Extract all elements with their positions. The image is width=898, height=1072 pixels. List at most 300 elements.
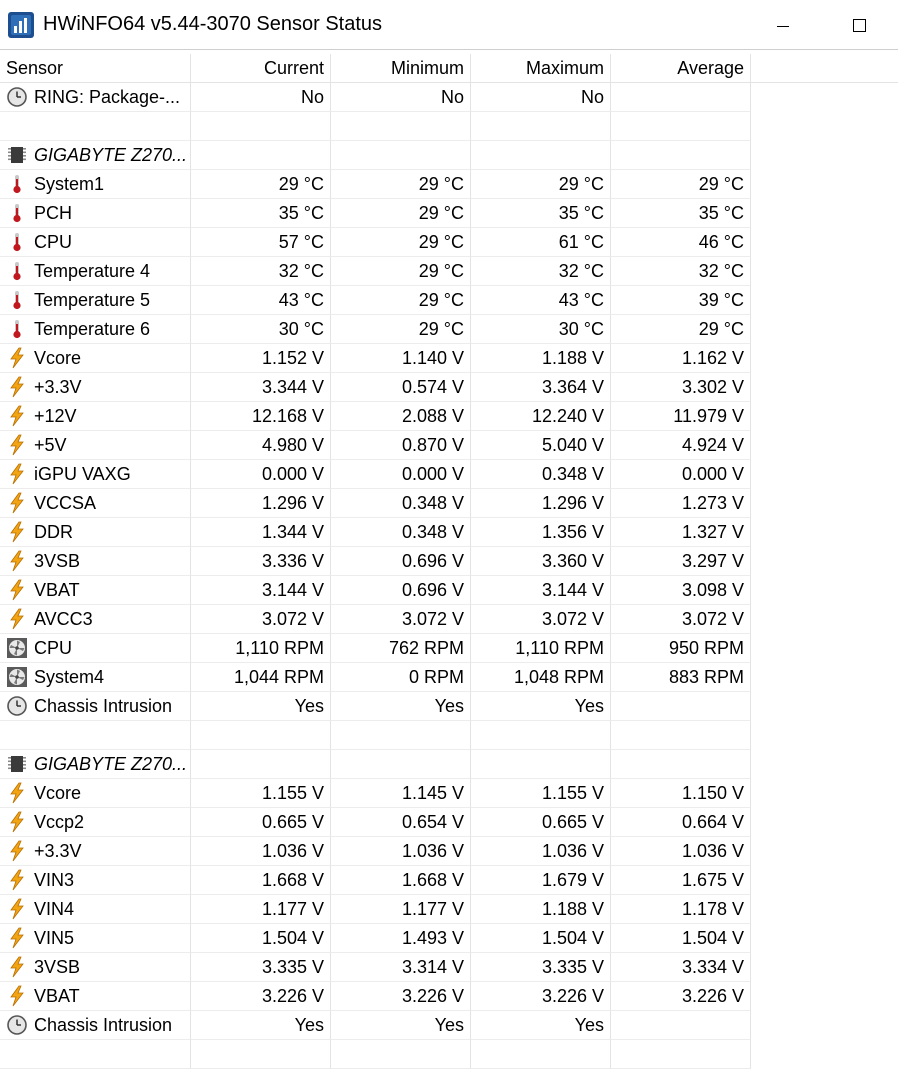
sensor-label: PCH (34, 202, 73, 223)
lightning-icon (6, 521, 28, 543)
minimum-value: 3.226 V (331, 982, 471, 1011)
sensor-row[interactable] (0, 924, 898, 953)
sensor-label: Vccp2 (34, 811, 85, 832)
lightning-icon (6, 347, 28, 369)
minimum-value: 0.000 V (331, 460, 471, 489)
sensor-name-cell (0, 460, 191, 489)
current-value: 1,110 RPM (191, 634, 331, 663)
current-value: 35 °C (191, 199, 331, 228)
maximum-value: 1.296 V (471, 489, 611, 518)
average-value: 950 RPM (611, 634, 751, 663)
sensor-label: +12V (34, 405, 77, 426)
fan-icon (6, 666, 28, 688)
sensor-label: VIN3 (34, 869, 75, 890)
sensor-name-cell (0, 953, 191, 982)
row-filler (751, 83, 898, 112)
maximum-value: 43 °C (471, 286, 611, 315)
sensor-label: CPU (34, 637, 73, 658)
current-value: 1.155 V (191, 779, 331, 808)
thermometer-icon (6, 231, 28, 253)
sensor-label: Chassis Intrusion (34, 1014, 173, 1035)
sensor-label: +3.3V (34, 376, 82, 397)
sensor-name-cell (0, 866, 191, 895)
current-value: 0.665 V (191, 808, 331, 837)
window-title: HWiNFO64 v5.44-3070 Sensor Status (43, 13, 383, 35)
sensor-row[interactable] (0, 576, 898, 605)
current-value: 3.144 V (191, 576, 331, 605)
row-filler (751, 315, 898, 344)
row-filler (751, 431, 898, 460)
maximum-value: 1,048 RPM (471, 663, 611, 692)
minimum-value: 0.348 V (331, 489, 471, 518)
sensor-row[interactable] (0, 634, 898, 663)
lightning-icon (6, 376, 28, 398)
sensor-row[interactable] (0, 895, 898, 924)
sensor-name-cell (0, 141, 191, 170)
sensor-name-cell (0, 402, 191, 431)
sensor-row[interactable] (0, 953, 898, 982)
row-filler (751, 895, 898, 924)
lightning-icon (6, 608, 28, 630)
average-value: 29 °C (611, 315, 751, 344)
current-value (191, 750, 331, 779)
sensor-label: CPU (34, 231, 73, 252)
sensor-name-cell (0, 692, 191, 721)
sensor-name-cell (0, 373, 191, 402)
average-value: 32 °C (611, 257, 751, 286)
row-filler (751, 779, 898, 808)
current-value: 43 °C (191, 286, 331, 315)
maximum-value: Yes (471, 1011, 611, 1040)
average-value: 3.334 V (611, 953, 751, 982)
thermometer-icon (6, 260, 28, 282)
current-value: 4.980 V (191, 431, 331, 460)
lightning-icon (6, 956, 28, 978)
row-filler (751, 489, 898, 518)
maximum-value: 1.036 V (471, 837, 611, 866)
current-value: 3.072 V (191, 605, 331, 634)
group-label: GIGABYTE Z270... (34, 753, 188, 774)
clock-icon (6, 695, 28, 717)
minimum-value (331, 141, 471, 170)
minimum-value (331, 1040, 471, 1069)
sensor-name-cell (0, 634, 191, 663)
sensor-name-cell (0, 170, 191, 199)
column-header-average[interactable]: Average (611, 54, 751, 83)
sensor-row[interactable] (0, 605, 898, 634)
minimum-value: 29 °C (331, 199, 471, 228)
maximum-value (471, 750, 611, 779)
average-value (611, 141, 751, 170)
group-row[interactable] (0, 750, 898, 779)
column-header-minimum[interactable]: Minimum (331, 54, 471, 83)
row-filler (751, 199, 898, 228)
maximum-value: 61 °C (471, 228, 611, 257)
chip-icon (6, 753, 28, 775)
average-value: 46 °C (611, 228, 751, 257)
minimum-value: 1.145 V (331, 779, 471, 808)
sensor-label: VIN4 (34, 898, 75, 919)
minimum-value: No (331, 83, 471, 112)
maximum-value: 3.226 V (471, 982, 611, 1011)
lightning-icon (6, 492, 28, 514)
lightning-icon (6, 405, 28, 427)
average-value: 1.036 V (611, 837, 751, 866)
sensor-label: +3.3V (34, 840, 82, 861)
maximum-value: 5.040 V (471, 431, 611, 460)
group-label: GIGABYTE Z270... (34, 144, 188, 165)
minimum-value: 0.574 V (331, 373, 471, 402)
column-header-sensor[interactable]: Sensor (0, 54, 191, 83)
sensor-name-cell (0, 257, 191, 286)
sensor-label: System4 (34, 666, 105, 687)
maximum-value (471, 141, 611, 170)
average-value: 0.000 V (611, 460, 751, 489)
minimum-value: 0.870 V (331, 431, 471, 460)
average-value: 3.226 V (611, 982, 751, 1011)
sensor-row[interactable] (0, 1011, 898, 1040)
thermometer-icon (6, 173, 28, 195)
average-value (611, 1040, 751, 1069)
sensor-label: iGPU VAXG (34, 463, 131, 484)
current-value (191, 721, 331, 750)
maximum-value: 3.360 V (471, 547, 611, 576)
current-value: 3.335 V (191, 953, 331, 982)
maximum-value (471, 721, 611, 750)
average-value (611, 692, 751, 721)
current-value: No (191, 83, 331, 112)
sensor-label: 3VSB (34, 550, 81, 571)
sensor-label: VBAT (34, 985, 80, 1006)
average-value: 3.098 V (611, 576, 751, 605)
sensor-row[interactable] (0, 982, 898, 1011)
minimum-value: 1.493 V (331, 924, 471, 953)
maximum-value: No (471, 83, 611, 112)
sensor-name-cell (0, 663, 191, 692)
sensor-label: +5V (34, 434, 67, 455)
row-filler (751, 692, 898, 721)
minimum-value: 29 °C (331, 170, 471, 199)
minimum-value: 762 RPM (331, 634, 471, 663)
average-value: 39 °C (611, 286, 751, 315)
sensor-name-cell (0, 547, 191, 576)
minimum-value: Yes (331, 1011, 471, 1040)
maximum-value: 1.504 V (471, 924, 611, 953)
average-value: 1.327 V (611, 518, 751, 547)
lightning-icon (6, 869, 28, 891)
column-header-row (0, 54, 898, 83)
minimum-value: 3.072 V (331, 605, 471, 634)
minimum-value: 1.036 V (331, 837, 471, 866)
row-filler (751, 750, 898, 779)
sensor-label: VBAT (34, 579, 80, 600)
sensor-name-cell (0, 228, 191, 257)
average-value: 35 °C (611, 199, 751, 228)
average-value (611, 721, 751, 750)
clock-icon (6, 86, 28, 108)
sensor-label: Temperature 6 (34, 318, 151, 339)
sensor-row[interactable] (0, 547, 898, 576)
average-value: 11.979 V (611, 402, 751, 431)
sensor-label: 3VSB (34, 956, 81, 977)
lightning-icon (6, 550, 28, 572)
sensor-row[interactable] (0, 373, 898, 402)
row-filler (751, 1011, 898, 1040)
maximize-button[interactable] (836, 0, 882, 50)
row-filler (751, 460, 898, 489)
blank-row (0, 112, 898, 141)
current-value: 3.336 V (191, 547, 331, 576)
row-filler (751, 866, 898, 895)
average-value (611, 112, 751, 141)
row-filler (751, 1040, 898, 1069)
lightning-icon (6, 840, 28, 862)
maximum-value: 3.144 V (471, 576, 611, 605)
sensor-label: Chassis Intrusion (34, 695, 173, 716)
row-filler (751, 663, 898, 692)
minimum-value (331, 750, 471, 779)
sensor-name-cell (0, 605, 191, 634)
lightning-icon (6, 927, 28, 949)
sensor-name-cell (0, 199, 191, 228)
lightning-icon (6, 898, 28, 920)
sensor-label: Vcore (34, 782, 82, 803)
row-filler (751, 634, 898, 663)
current-value: 29 °C (191, 170, 331, 199)
sensor-name-cell (0, 924, 191, 953)
sensor-name-cell (0, 808, 191, 837)
row-filler (751, 953, 898, 982)
hwinfo-app-icon[interactable] (8, 12, 34, 38)
average-value: 3.297 V (611, 547, 751, 576)
minimum-value: 1.177 V (331, 895, 471, 924)
sensor-row[interactable] (0, 344, 898, 373)
minimize-icon (777, 26, 789, 27)
sensor-label: Temperature 5 (34, 289, 151, 310)
sensor-name-cell (0, 431, 191, 460)
chip-icon (6, 144, 28, 166)
minimum-value: Yes (331, 692, 471, 721)
current-value: Yes (191, 692, 331, 721)
maximum-value: Yes (471, 692, 611, 721)
average-value: 1.150 V (611, 779, 751, 808)
maximize-icon (853, 19, 866, 32)
maximum-value: 1.188 V (471, 344, 611, 373)
current-value: 1.177 V (191, 895, 331, 924)
sensor-label: AVCC3 (34, 608, 93, 629)
maximum-value: 1,110 RPM (471, 634, 611, 663)
sensor-row[interactable] (0, 663, 898, 692)
row-filler (751, 402, 898, 431)
sensor-row[interactable] (0, 199, 898, 228)
sensor-row[interactable] (0, 170, 898, 199)
current-value (191, 1040, 331, 1069)
sensor-row[interactable] (0, 866, 898, 895)
current-value: 1.152 V (191, 344, 331, 373)
thermometer-icon (6, 289, 28, 311)
current-value: 1.036 V (191, 837, 331, 866)
average-value: 1.675 V (611, 866, 751, 895)
sensor-name-cell (0, 721, 191, 750)
fan-icon (6, 637, 28, 659)
minimum-value: 29 °C (331, 315, 471, 344)
row-filler (751, 228, 898, 257)
sensor-label: RING: Package-... (34, 86, 181, 107)
current-value: 1.668 V (191, 866, 331, 895)
clock-icon (6, 1014, 28, 1036)
average-value: 3.302 V (611, 373, 751, 402)
sensor-row[interactable] (0, 315, 898, 344)
sensor-row[interactable] (0, 286, 898, 315)
row-filler (751, 344, 898, 373)
thermometer-icon (6, 318, 28, 340)
minimum-value (331, 721, 471, 750)
current-value: 1.296 V (191, 489, 331, 518)
minimum-value: 1.140 V (331, 344, 471, 373)
group-row[interactable] (0, 141, 898, 170)
minimum-value: 0.696 V (331, 547, 471, 576)
average-value: 883 RPM (611, 663, 751, 692)
average-value (611, 750, 751, 779)
row-filler (751, 141, 898, 170)
minimize-button[interactable] (760, 0, 806, 50)
thermometer-icon (6, 202, 28, 224)
average-value: 29 °C (611, 170, 751, 199)
maximum-value: 3.335 V (471, 953, 611, 982)
maximum-value: 29 °C (471, 170, 611, 199)
average-value: 0.664 V (611, 808, 751, 837)
sensor-row[interactable] (0, 228, 898, 257)
sensor-row[interactable] (0, 489, 898, 518)
blank-row (0, 1040, 898, 1069)
sensor-row[interactable] (0, 402, 898, 431)
sensor-label: Vcore (34, 347, 82, 368)
average-value (611, 1011, 751, 1040)
maximum-value: 35 °C (471, 199, 611, 228)
row-filler (751, 170, 898, 199)
minimum-value: 0.348 V (331, 518, 471, 547)
minimum-value: 2.088 V (331, 402, 471, 431)
sensor-row[interactable] (0, 257, 898, 286)
minimum-value (331, 112, 471, 141)
minimum-value: 0 RPM (331, 663, 471, 692)
row-filler (751, 518, 898, 547)
average-value (611, 83, 751, 112)
current-value: 3.344 V (191, 373, 331, 402)
current-value: 1.504 V (191, 924, 331, 953)
sensor-row[interactable] (0, 779, 898, 808)
maximum-value: 3.364 V (471, 373, 611, 402)
sensor-label: DDR (34, 521, 73, 542)
row-filler (751, 112, 898, 141)
minimum-value: 29 °C (331, 228, 471, 257)
current-value: 12.168 V (191, 402, 331, 431)
current-value: 0.000 V (191, 460, 331, 489)
sensor-row[interactable] (0, 837, 898, 866)
row-filler (751, 373, 898, 402)
sensor-row[interactable] (0, 518, 898, 547)
row-filler (751, 808, 898, 837)
sensor-name-cell (0, 895, 191, 924)
sensor-name-cell (0, 982, 191, 1011)
maximum-value: 12.240 V (471, 402, 611, 431)
row-filler (751, 286, 898, 315)
average-value: 1.504 V (611, 924, 751, 953)
minimum-value: 1.668 V (331, 866, 471, 895)
current-value: 1.344 V (191, 518, 331, 547)
row-filler (751, 721, 898, 750)
sensor-name-cell (0, 837, 191, 866)
maximum-value: 1.679 V (471, 866, 611, 895)
sensor-row[interactable] (0, 808, 898, 837)
sensor-name-cell (0, 779, 191, 808)
row-filler (751, 576, 898, 605)
sensor-label: System1 (34, 173, 105, 194)
maximum-value (471, 112, 611, 141)
title-bar[interactable] (0, 0, 898, 50)
sensor-name-cell (0, 576, 191, 605)
row-filler (751, 924, 898, 953)
average-value: 1.178 V (611, 895, 751, 924)
row-filler (751, 547, 898, 576)
sensor-name-cell (0, 1011, 191, 1040)
column-header-filler (751, 54, 898, 83)
lightning-icon (6, 985, 28, 1007)
current-value (191, 112, 331, 141)
sensor-name-cell (0, 344, 191, 373)
sensor-row[interactable] (0, 431, 898, 460)
lightning-icon (6, 782, 28, 804)
sensor-name-cell (0, 83, 191, 112)
lightning-icon (6, 434, 28, 456)
sensor-name-cell (0, 286, 191, 315)
sensor-name-cell (0, 750, 191, 779)
average-value: 4.924 V (611, 431, 751, 460)
row-filler (751, 837, 898, 866)
maximum-value: 30 °C (471, 315, 611, 344)
sensor-row[interactable] (0, 83, 898, 112)
current-value: 30 °C (191, 315, 331, 344)
minimum-value: 0.696 V (331, 576, 471, 605)
sensor-row[interactable] (0, 692, 898, 721)
minimum-value: 29 °C (331, 257, 471, 286)
sensor-table[interactable] (0, 54, 898, 1069)
maximum-value: 1.356 V (471, 518, 611, 547)
column-header-current[interactable]: Current (191, 54, 331, 83)
maximum-value: 0.665 V (471, 808, 611, 837)
sensor-label: VIN5 (34, 927, 75, 948)
current-value: 57 °C (191, 228, 331, 257)
maximum-value: 1.155 V (471, 779, 611, 808)
sensor-label: Temperature 4 (34, 260, 151, 281)
sensor-name-cell (0, 489, 191, 518)
sensor-name-cell (0, 1040, 191, 1069)
column-header-maximum[interactable]: Maximum (471, 54, 611, 83)
current-value: Yes (191, 1011, 331, 1040)
row-filler (751, 257, 898, 286)
blank-row (0, 721, 898, 750)
maximum-value: 0.348 V (471, 460, 611, 489)
lightning-icon (6, 579, 28, 601)
maximum-value (471, 1040, 611, 1069)
current-value: 1,044 RPM (191, 663, 331, 692)
sensor-name-cell (0, 518, 191, 547)
average-value: 3.072 V (611, 605, 751, 634)
current-value: 32 °C (191, 257, 331, 286)
row-filler (751, 982, 898, 1011)
lightning-icon (6, 463, 28, 485)
sensor-row[interactable] (0, 460, 898, 489)
